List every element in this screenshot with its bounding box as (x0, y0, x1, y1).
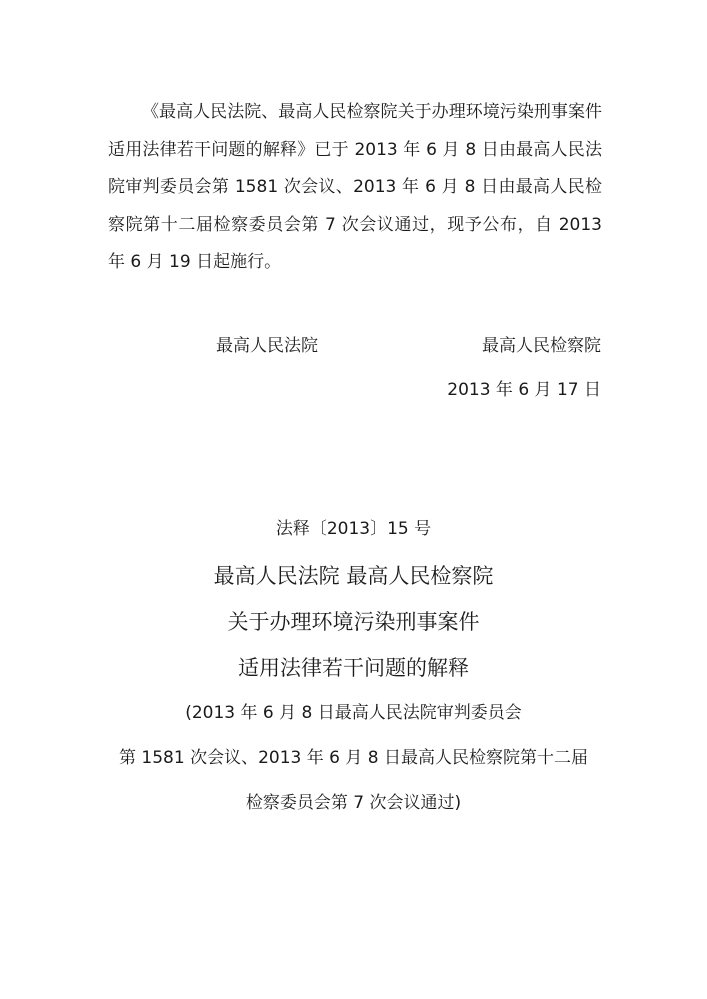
document-title-line-2: 关于办理环境污染刑事案件 (227, 610, 480, 634)
adoption-note-line-3: 检察委员会第 7 次会议通过) (245, 793, 462, 813)
signature-date: 2013 年 6 月 17 日 (447, 380, 601, 400)
document-title-line-3: 适用法律若干问题的解释 (238, 656, 469, 680)
document-number: 法释〔2013〕15 号 (275, 519, 432, 539)
signature-supreme-court: 最高人民法院 (216, 336, 318, 356)
announcement-paragraph: 《最高人民法院、最高人民检察院关于办理环境污染刑事案件适用法律若干问题的解释》已于 2013 年 6 月 8 日由最高人民法院审判委员会第 1581 次会议、2013 年 6 月 8 日由最高人民检察院第十二届检察委员会第 7 次会议通过，现予公布，自 2013 年 6 月 19 日起施行。 (108, 102, 602, 272)
adoption-note-line-2: 第 1581 次会议、2013 年 6 月 8 日最高人民检察院第十二届 (119, 748, 588, 768)
document-title-line-1: 最高人民法院 最高人民检察院 (213, 564, 494, 588)
adoption-note-line-1: (2013 年 6 月 8 日最高人民法院审判委员会 (185, 703, 522, 723)
signature-supreme-procuratorate: 最高人民检察院 (482, 336, 601, 356)
